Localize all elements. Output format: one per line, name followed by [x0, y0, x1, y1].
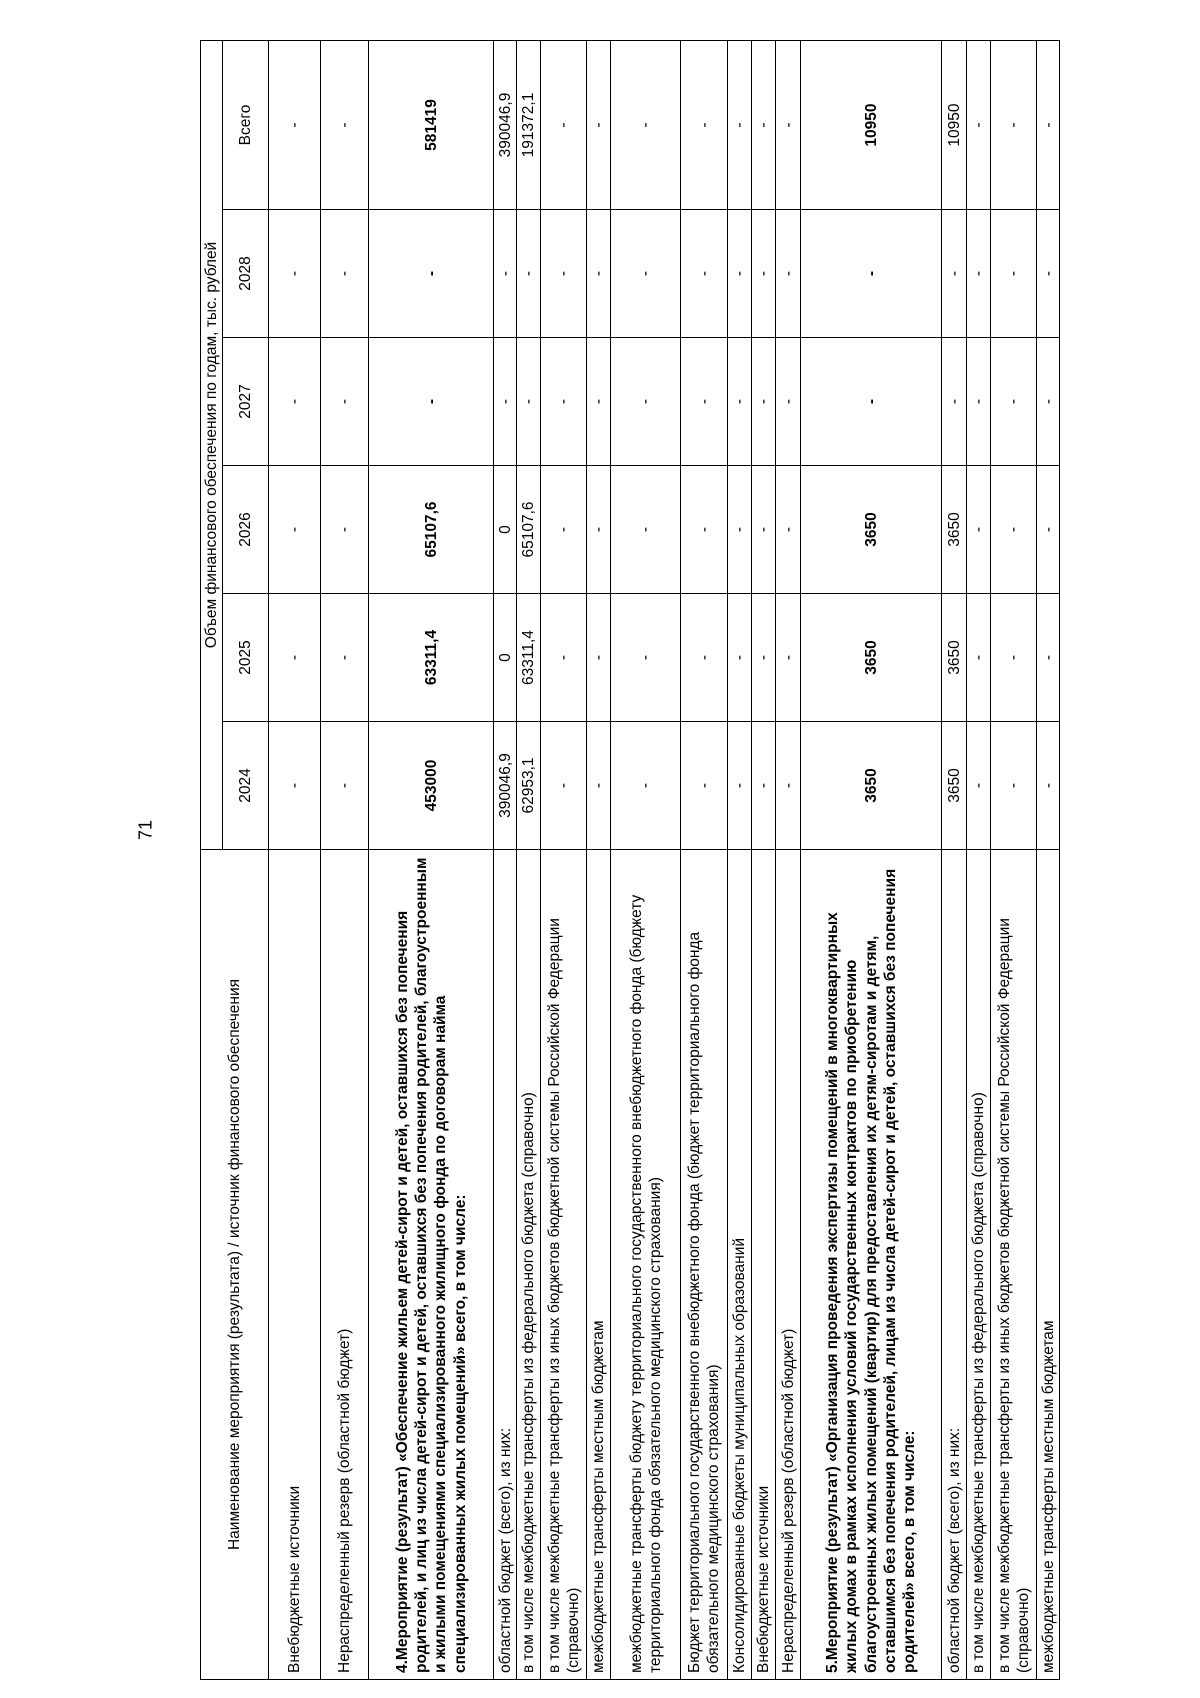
row-year-value: -	[1037, 466, 1060, 594]
row-year-value: -	[967, 210, 991, 338]
row-year-value: -	[1037, 722, 1060, 850]
table-row	[611, 41, 681, 1680]
row-year-value: -	[269, 210, 321, 338]
table-row	[681, 41, 728, 1680]
row-name: Бюджет территориального государственного внебюджетного фонда (бюджет территориального фонда обязательного медицинского страхования)	[681, 850, 728, 1680]
row-year-value: 63311,4	[517, 594, 541, 722]
row-year-value: -	[752, 722, 776, 850]
row-year-value: -	[681, 722, 728, 850]
row-year-value: 453000	[369, 722, 494, 850]
row-year-value: -	[967, 594, 991, 722]
row-year-value: -	[1037, 210, 1060, 338]
row-year-value: 390046,9	[494, 722, 517, 850]
header-financing-group: Объем финансового обеспечения по годам, тыс. рублей	[201, 41, 223, 850]
row-year-value: -	[517, 210, 541, 338]
row-total-value: -	[728, 41, 752, 210]
header-year: 2024	[223, 722, 269, 850]
table-row	[517, 41, 541, 1680]
table-body	[269, 41, 1060, 1680]
table-row	[541, 41, 587, 1680]
row-year-value: -	[611, 210, 681, 338]
header-year: 2027	[223, 338, 269, 466]
row-year-value: -	[321, 466, 369, 594]
table-row	[728, 41, 752, 1680]
row-year-value: -	[321, 210, 369, 338]
header-year: 2028	[223, 210, 269, 338]
row-year-value: -	[541, 210, 587, 338]
row-year-value: -	[776, 466, 801, 594]
row-year-value: 3650	[801, 594, 942, 722]
row-year-value: -	[611, 722, 681, 850]
row-year-value: 65107,6	[517, 466, 541, 594]
row-year-value: 62953,1	[517, 722, 541, 850]
row-total-value: -	[321, 41, 369, 210]
row-year-value: -	[801, 210, 942, 338]
header-name-column: Наименование мероприятия (результата) / источник финансового обеспечения	[201, 850, 269, 1680]
row-year-value: -	[1037, 338, 1060, 466]
table-row	[269, 41, 321, 1680]
row-year-value: -	[967, 466, 991, 594]
row-year-value: 3650	[942, 466, 967, 594]
row-name: межбюджетные трансферты местным бюджетам	[1037, 850, 1060, 1680]
row-year-value: -	[942, 210, 967, 338]
header-year: 2025	[223, 594, 269, 722]
row-year-value: -	[587, 466, 611, 594]
row-year-value: -	[728, 338, 752, 466]
row-year-value: -	[269, 594, 321, 722]
row-total-value: 191372,1	[517, 41, 541, 210]
row-year-value: -	[321, 338, 369, 466]
table-row	[801, 41, 942, 1680]
row-year-value: -	[269, 338, 321, 466]
row-name: 4.Мероприятие (результат) «Обеспечение жильем детей-сирот и детей, оставшихся без попечения родителей, и лиц из числа детей-сирот и детей, оставшихся без попечения родителей, благоустроенным и жилыми помещениями специализированного жилищного фонда по договорам найма специализированных жилых помещений» всего, в том числе:	[369, 850, 494, 1680]
row-year-value: -	[752, 466, 776, 594]
row-year-value: -	[269, 466, 321, 594]
row-year-value: -	[494, 210, 517, 338]
row-year-value: -	[587, 338, 611, 466]
row-total-value: -	[967, 41, 991, 210]
row-name: в том числе межбюджетные трансферты из федерального бюджета (справочно)	[517, 850, 541, 1680]
row-name: Внебюджетные источники	[752, 850, 776, 1680]
table-row	[321, 41, 369, 1680]
header-year: 2026	[223, 466, 269, 594]
row-year-value: -	[991, 210, 1037, 338]
row-year-value: -	[681, 594, 728, 722]
row-total-value: 581419	[369, 41, 494, 210]
row-name: Нераспределенный резерв (областной бюджет)	[776, 850, 801, 1680]
row-year-value: -	[942, 338, 967, 466]
row-year-value: -	[517, 338, 541, 466]
row-name: 5.Мероприятие (результат) «Организация проведения экспертизы помещений в многоквартирных жилых домах в рамках исполнения условий государственных контрактов по приобретению благоустроенных жилых помещений (квартир) для предоставления их детям-сиротам и детям, оставшимся без попечения родителей, лицам из числа детей-сирот и детей, оставшихся без попечения родителей» всего, в том числе:	[801, 850, 942, 1680]
row-year-value: -	[494, 338, 517, 466]
table-row	[942, 41, 967, 1680]
row-name: в том числе межбюджетные трансферты из иных бюджетов бюджетной системы Российской Федерации (справочно)	[991, 850, 1037, 1680]
row-year-value: -	[681, 210, 728, 338]
row-total-value: 10950	[942, 41, 967, 210]
table-row	[369, 41, 494, 1680]
table-row	[967, 41, 991, 1680]
row-name: областной бюджет (всего), из них:	[942, 850, 967, 1680]
row-year-value: 65107,6	[369, 466, 494, 594]
table-row	[494, 41, 517, 1680]
row-year-value: 3650	[801, 722, 942, 850]
row-year-value: 0	[494, 594, 517, 722]
row-year-value: -	[1037, 594, 1060, 722]
table-row	[752, 41, 776, 1680]
row-year-value: -	[967, 722, 991, 850]
row-year-value: -	[369, 338, 494, 466]
row-name: межбюджетные трансферты бюджету территориального государственного внебюджетного фонда (бюджету территориального фонда обязательного медицинского страхования)	[611, 850, 681, 1680]
table-row	[587, 41, 611, 1680]
row-name: в том числе межбюджетные трансферты из иных бюджетов бюджетной системы Российской Федерации (справочно)	[541, 850, 587, 1680]
row-year-value: -	[611, 466, 681, 594]
row-year-value: -	[991, 722, 1037, 850]
header-total: Всего	[223, 41, 269, 210]
row-year-value: 3650	[942, 594, 967, 722]
rotated-table-container	[200, 40, 1080, 1680]
row-year-value: 63311,4	[369, 594, 494, 722]
row-total-value: 390046,9	[494, 41, 517, 210]
financing-table	[200, 40, 1060, 1680]
row-year-value: -	[991, 466, 1037, 594]
row-year-value: -	[991, 338, 1037, 466]
row-year-value: -	[611, 338, 681, 466]
row-year-value: -	[776, 210, 801, 338]
table-row	[776, 41, 801, 1680]
row-year-value: -	[269, 722, 321, 850]
row-year-value: -	[587, 594, 611, 722]
row-year-value: -	[587, 722, 611, 850]
row-year-value: 3650	[801, 466, 942, 594]
row-year-value: -	[776, 722, 801, 850]
row-year-value: -	[541, 722, 587, 850]
row-year-value: 0	[494, 466, 517, 594]
row-year-value: -	[541, 466, 587, 594]
row-year-value: -	[728, 722, 752, 850]
row-year-value: -	[752, 338, 776, 466]
row-year-value: -	[681, 338, 728, 466]
row-total-value: -	[681, 41, 728, 210]
row-year-value: -	[801, 338, 942, 466]
row-name: Консолидированные бюджеты муниципальных образований	[728, 850, 752, 1680]
row-total-value: -	[776, 41, 801, 210]
row-year-value: -	[369, 210, 494, 338]
row-name: межбюджетные трансферты местным бюджетам	[587, 850, 611, 1680]
row-year-value: -	[728, 210, 752, 338]
row-year-value: -	[991, 594, 1037, 722]
row-year-value: -	[967, 338, 991, 466]
row-name: Нераспределенный резерв (областной бюджет)	[321, 850, 369, 1680]
row-year-value: -	[321, 722, 369, 850]
row-total-value: 10950	[801, 41, 942, 210]
row-year-value: -	[587, 210, 611, 338]
row-total-value: -	[587, 41, 611, 210]
row-year-value: -	[752, 210, 776, 338]
row-total-value: -	[991, 41, 1037, 210]
row-total-value: -	[611, 41, 681, 210]
row-year-value: -	[681, 466, 728, 594]
row-year-value: -	[611, 594, 681, 722]
table-row	[991, 41, 1037, 1680]
row-year-value: -	[776, 338, 801, 466]
row-total-value: -	[752, 41, 776, 210]
row-year-value: -	[752, 594, 776, 722]
row-year-value: -	[321, 594, 369, 722]
row-name: областной бюджет (всего), из них:	[494, 850, 517, 1680]
row-year-value: -	[541, 338, 587, 466]
row-year-value: -	[728, 594, 752, 722]
row-total-value: -	[1037, 41, 1060, 210]
row-total-value: -	[541, 41, 587, 210]
page-number: 71	[135, 819, 156, 841]
row-year-value: -	[728, 466, 752, 594]
row-total-value: -	[269, 41, 321, 210]
row-year-value: -	[541, 594, 587, 722]
row-name: в том числе межбюджетные трансферты из федерального бюджета (справочно)	[967, 850, 991, 1680]
row-year-value: 3650	[942, 722, 967, 850]
row-name: Внебюджетные источники	[269, 850, 321, 1680]
table-row	[1037, 41, 1060, 1680]
row-year-value: -	[776, 594, 801, 722]
